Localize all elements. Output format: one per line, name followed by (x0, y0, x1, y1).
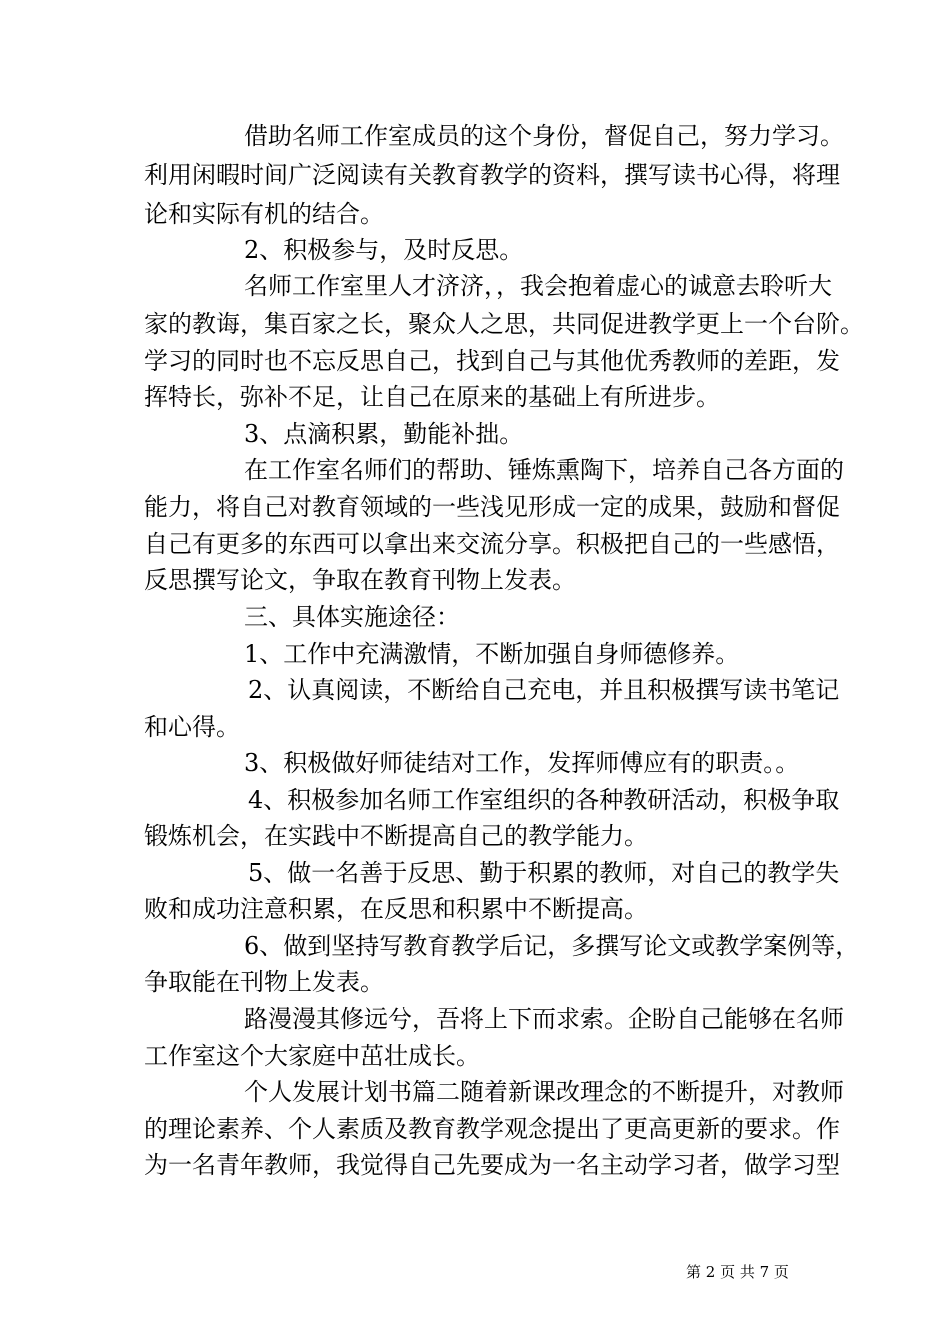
paragraph-line: 败和成功注意积累，在反思和积累中不断提高。 (144, 895, 648, 923)
paragraph-line: 路漫漫其修远兮，吾将上下而求索。企盼自己能够在名师 (244, 1005, 844, 1033)
paragraph-line: 争取能在刊物上发表。 (144, 968, 384, 996)
page-number: 第 2 页 共 7 页 (686, 1263, 789, 1281)
paragraph-line: 挥特长，弥补不足，让自己在原来的基础上有所进步。 (144, 383, 720, 411)
list-item: 6、做到坚持写教育教学后记，多撰写论文或教学案例等， (244, 932, 860, 960)
section-heading: 三、具体实施途径： (244, 603, 460, 631)
paragraph-line: 锻炼机会，在实践中不断提高自己的教学能力。 (144, 822, 648, 850)
paragraph-line: 学习的同时也不忘反思自己，找到自己与其他优秀教师的差距，发 (144, 347, 840, 375)
list-item: 5、做一名善于反思、勤于积累的教师，对自己的教学失 (248, 859, 840, 887)
section-heading: 3、点滴积累，勤能补拙。 (244, 420, 524, 448)
paragraph-line: 论和实际有机的结合。 (144, 200, 384, 228)
paragraph-line: 个人发展计划书篇二随着新课改理念的不断提升，对教师 (244, 1078, 844, 1106)
paragraph-line: 反思撰写论文，争取在教育刊物上发表。 (144, 566, 576, 594)
paragraph-line: 利用闲暇时间广泛阅读有关教育教学的资料，撰写读书心得，将理 (144, 161, 840, 189)
paragraph-line: 家的教诲，集百家之长，聚众人之思，共同促进教学更上一个台阶。 (144, 310, 864, 338)
list-item: 3、积极做好师徒结对工作，发挥师傅应有的职责。。 (244, 749, 800, 777)
paragraph-line: 借助名师工作室成员的这个身份，督促自己，努力学习。 (244, 122, 844, 150)
paragraph-line: 为一名青年教师，我觉得自己先要成为一名主动学习者，做学习型 (144, 1151, 840, 1179)
section-heading: 2、积极参与，及时反思。 (244, 236, 524, 264)
paragraph-line: 能力，将自己对教育领域的一些浅见形成一定的成果，鼓励和督促 (144, 493, 840, 521)
paragraph-line: 和心得。 (144, 713, 240, 741)
list-item: 2、认真阅读，不断给自己充电，并且积极撰写读书笔记 (248, 676, 840, 704)
paragraph-line: 在工作室名师们的帮助、锤炼熏陶下，培养自己各方面的 (244, 456, 844, 484)
paragraph-line: 的理论素养、个人素质及教育教学观念提出了更高更新的要求。作 (144, 1115, 840, 1143)
paragraph-line: 名师工作室里人才济济，，我会抱着虚心的诚意去聆听大 (244, 272, 832, 300)
list-item: 1、工作中充满激情，不断加强自身师德修养。 (244, 640, 740, 668)
paragraph-line: 工作室这个大家庭中茁壮成长。 (144, 1042, 480, 1070)
paragraph-line: 自己有更多的东西可以拿出来交流分享。积极把自己的一些感悟， (144, 530, 840, 558)
list-item: 4、积极参加名师工作室组织的各种教研活动，积极争取 (248, 786, 840, 814)
